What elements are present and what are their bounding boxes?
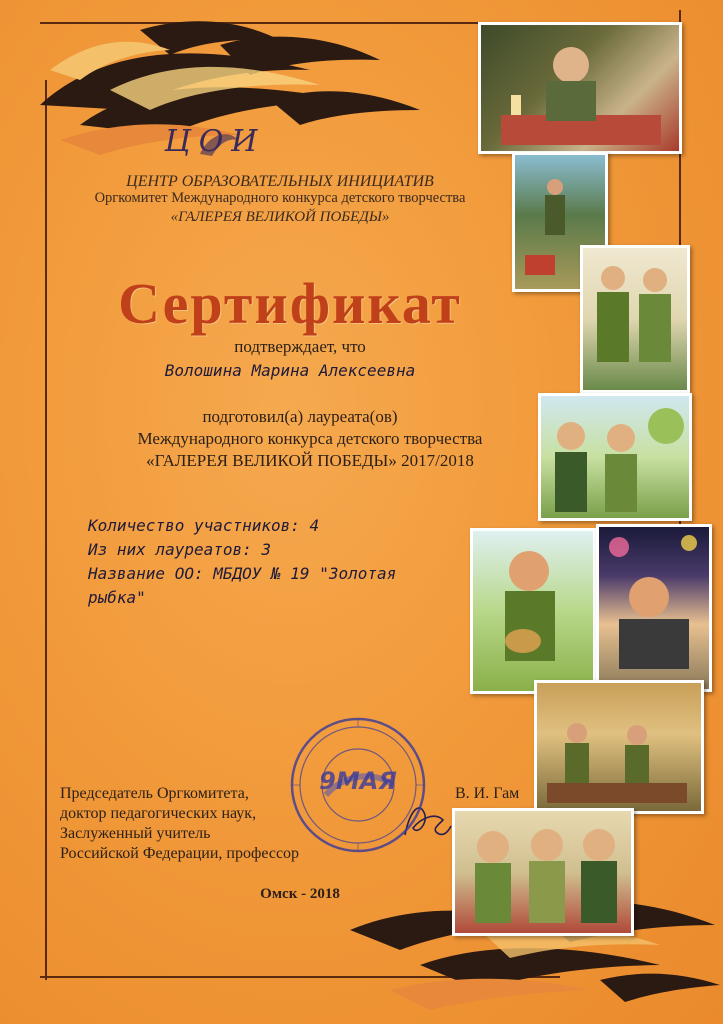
official-stamp [288, 715, 428, 855]
drawing-couple [580, 245, 690, 393]
signature-line-4: Российской Федерации, профессор [60, 845, 300, 862]
drawing-veterans [452, 808, 634, 936]
stamp-center-text: 9МАЯ [319, 767, 397, 795]
recipient-name: Волошина Марина Алексеевна [164, 361, 416, 380]
drawing-soldiers-trees [538, 393, 692, 521]
organization-committee: Оргкомитет Международного конкурса детского творчества [94, 190, 466, 206]
contest-line-2: «ГАЛЕРЕЯ ВЕЛИКОЙ ПОБЕДЫ» 2017/2018 [146, 451, 474, 470]
confirms-text: подтверждает, что [234, 337, 366, 356]
signer-name: В. И. Гам [455, 785, 520, 802]
signature-line-3: Заслуженный учитель [60, 825, 211, 842]
contest-line-1: Международного конкурса детского творчества [137, 429, 483, 448]
prepared-text: подготовил(а) лауреата(ов) [202, 407, 398, 426]
participants-count: Количество участников: 4 [88, 516, 320, 535]
organization-gallery: «ГАЛЕРЕЯ ВЕЛИКОЙ ПОБЕДЫ» [170, 209, 390, 225]
organization-line-1: Название ОО: МБДОУ № 19 "Золотая [88, 564, 397, 583]
drawing-accordion-soldier [596, 524, 712, 692]
organization-line-2: рыбка" [88, 588, 146, 607]
laureates-count: Из них лауреатов: 3 [88, 540, 272, 559]
drawing-guitar-soldier [470, 528, 596, 694]
drawing-soldiers-dugout [534, 680, 704, 814]
stats-block [88, 514, 488, 610]
signature-line-1: Председатель Оргкомитета, [60, 785, 249, 802]
signature-line-2: доктор педагогических наук, [60, 805, 257, 822]
certificate-title: Сертификат [118, 271, 462, 336]
logo-letters: ЦОИ [164, 124, 266, 159]
city-year: Омск - 2018 [260, 886, 340, 902]
frame-left-line [45, 80, 47, 980]
organization-name: ЦЕНТР ОБРАЗОВАТЕЛЬНЫХ ИНИЦИАТИВ [126, 173, 434, 190]
drawing-soldier-writing [478, 22, 682, 154]
logo [160, 118, 270, 168]
